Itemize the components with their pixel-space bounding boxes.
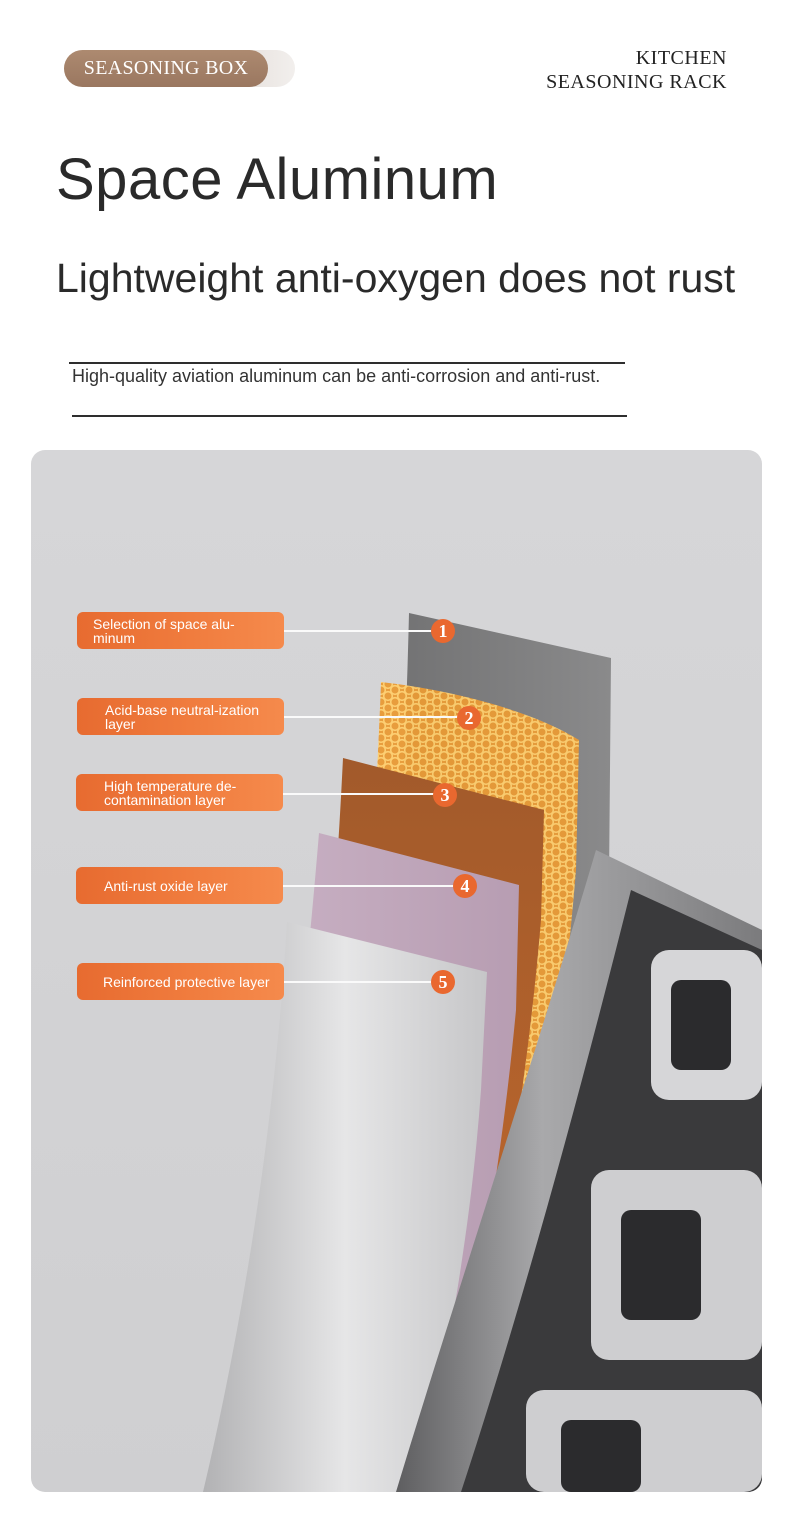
- layer-number-4: 4: [453, 874, 477, 898]
- layer-label-4-text: Anti-rust oxide layer: [104, 877, 228, 894]
- brand-title: [546, 46, 727, 94]
- layer-line-4: [283, 885, 458, 887]
- seasoning-box-tag: [64, 50, 295, 87]
- layer-label-5-text: Reinforced protective layer: [103, 973, 270, 990]
- layer-number-5: 5: [431, 970, 455, 994]
- layer-number-1: 1: [431, 619, 455, 643]
- brand-line-1: KITCHEN: [635, 47, 727, 69]
- layer-line-3: [283, 793, 438, 795]
- brand-line-2: SEASONING RACK: [546, 71, 727, 93]
- layer-label-3: [76, 774, 283, 811]
- layer-label-1-text: Selection of space alu-minum: [93, 615, 235, 646]
- headline: Space Aluminum: [56, 147, 499, 212]
- layer-label-5: [77, 963, 284, 1000]
- layer-label-4: [76, 867, 283, 904]
- description: High-quality aviation aluminum can be anti-corrosion and anti-rust.: [72, 366, 601, 386]
- seasoning-box-tag-label: SEASONING BOX: [64, 50, 268, 87]
- layer-number-3: 3: [433, 783, 457, 807]
- layer-line-5: [284, 981, 434, 983]
- layer-line-2: [284, 716, 469, 718]
- layer-label-1: [77, 612, 284, 649]
- layer-line-1: [284, 630, 442, 632]
- bottom-divider: [72, 415, 627, 417]
- layer-label-2-text: Acid-base neutral-ization layer: [105, 701, 260, 732]
- layer-label-3-text: High temperature de-contamination layer: [104, 777, 237, 808]
- layer-label-2: [77, 698, 284, 735]
- layers-illustration-panel: [31, 450, 762, 1492]
- subheadline: Lightweight anti-oxygen does not rust: [56, 255, 736, 301]
- layer-number-2: 2: [457, 706, 481, 730]
